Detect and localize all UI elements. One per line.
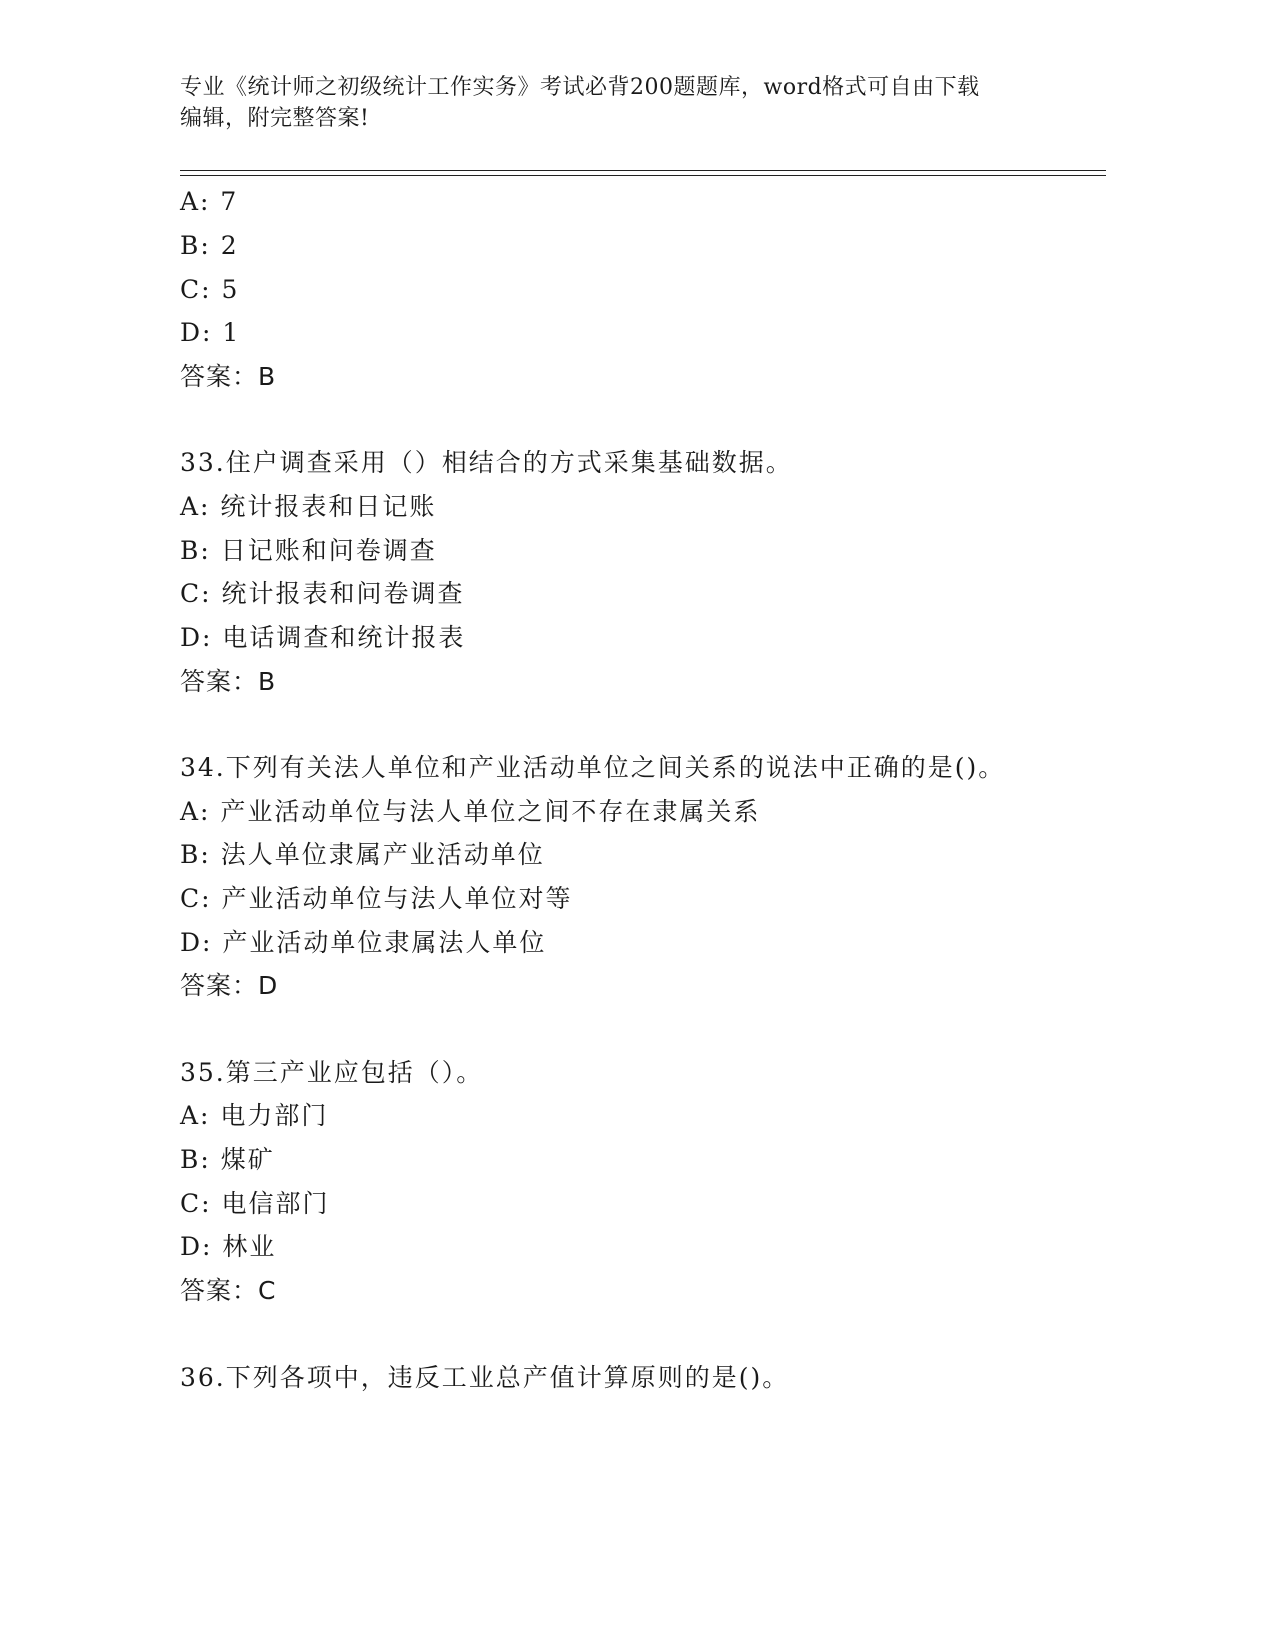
q34-option-b: B: 法人单位隶属产业活动单位 — [180, 840, 545, 869]
header-divider-bottom — [180, 175, 1106, 176]
q32-option-b: B: 2 — [180, 231, 239, 260]
q35-option-d: D: 林业 — [180, 1232, 277, 1261]
q33-answer: 答案：B — [180, 667, 277, 696]
q35-option-c: C: 电信部门 — [180, 1189, 330, 1218]
q33-stem: 33.住户调查采用（）相结合的方式采集基础数据。 — [180, 448, 793, 477]
q33-option-d: D: 电话调查和统计报表 — [180, 623, 466, 652]
q35-stem: 35.第三产业应包括（）。 — [180, 1058, 484, 1087]
document-header — [180, 72, 1060, 134]
q32-option-c: C: 5 — [180, 275, 240, 304]
q32-option-d: D: 1 — [180, 318, 241, 347]
q32-option-a: A: 7 — [180, 187, 239, 216]
q33-option-b: B: 日记账和问卷调查 — [180, 536, 437, 565]
header-title-line-2: 编辑，附完整答案! — [180, 106, 370, 131]
q35-option-a: A: 电力部门 — [180, 1101, 329, 1130]
q33-option-c: C: 统计报表和问卷调查 — [180, 579, 465, 608]
q34-stem: 34.下列有关法人单位和产业活动单位之间关系的说法中正确的是()。 — [180, 753, 1006, 782]
q32-answer: 答案：B — [180, 362, 277, 391]
q34-option-c: C: 产业活动单位与法人单位对等 — [180, 884, 573, 913]
q35-option-b: B: 煤矿 — [180, 1145, 275, 1174]
q34-answer: 答案：D — [180, 971, 279, 1000]
header-divider-top — [180, 170, 1106, 171]
q34-option-d: D: 产业活动单位隶属法人单位 — [180, 928, 547, 957]
q34-option-a: A: 产业活动单位与法人单位之间不存在隶属关系 — [180, 797, 761, 826]
header-title-line-1: 专业《统计师之初级统计工作实务》考试必背200题题库，word格式可自由下载 — [180, 75, 980, 100]
q35-answer: 答案：C — [180, 1276, 277, 1305]
q33-option-a: A: 统计报表和日记账 — [180, 492, 437, 521]
q36-stem: 36.下列各项中，违反工业总产值计算原则的是()。 — [180, 1363, 790, 1392]
